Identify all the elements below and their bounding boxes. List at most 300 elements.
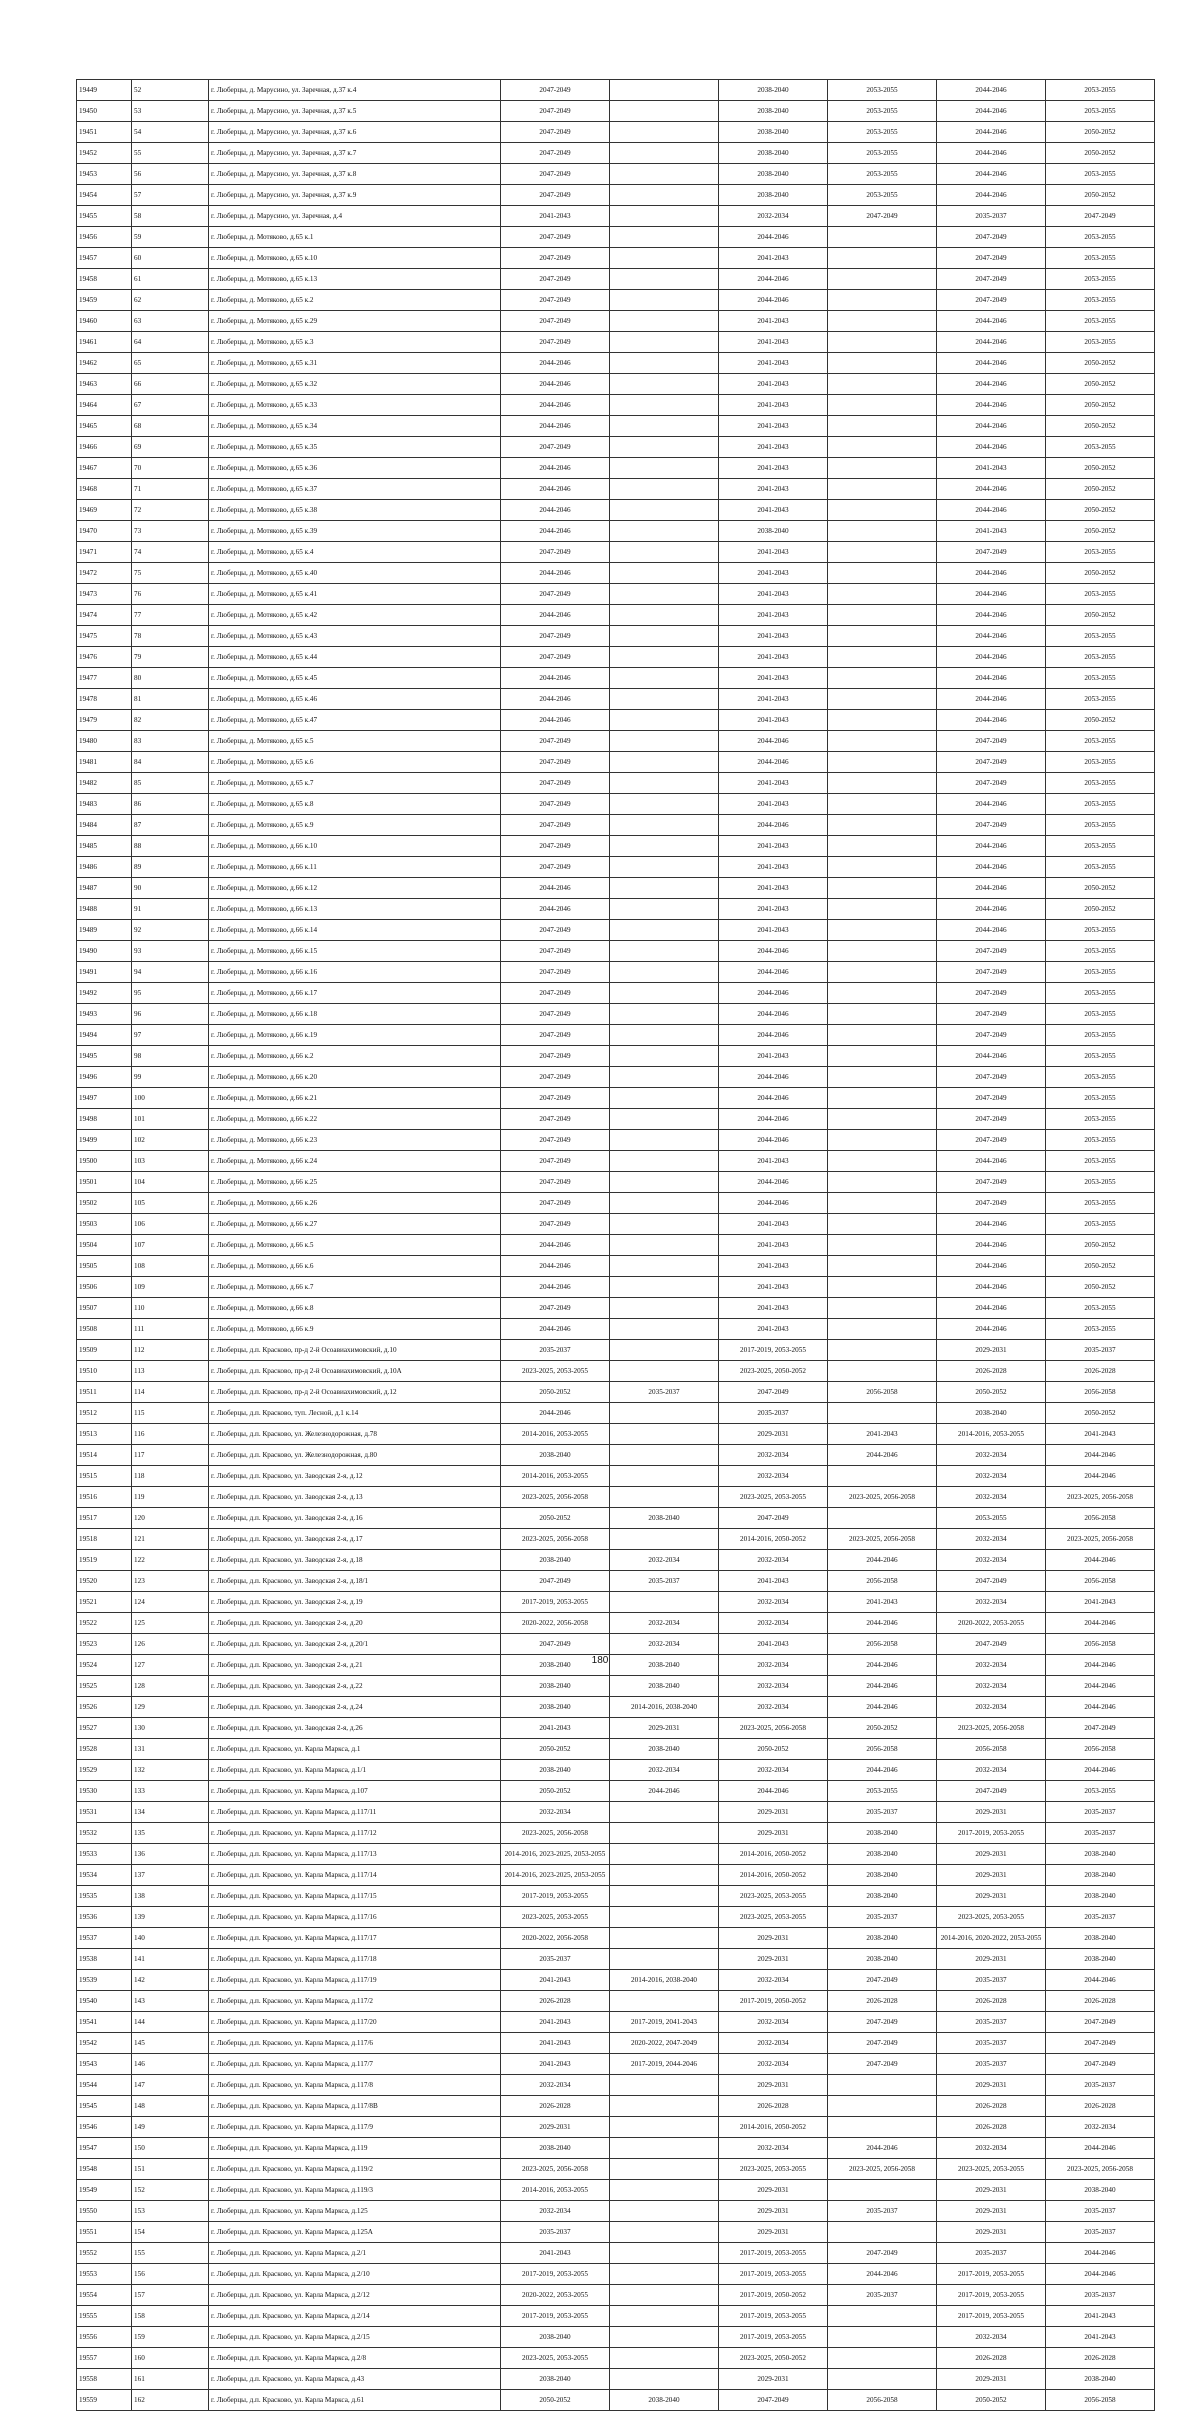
period-cell: 2038-2040	[719, 164, 828, 185]
address-cell: г. Люберцы, д. Мотяково, д.65 к.9	[209, 815, 501, 836]
period-cell: 2044-2046	[501, 1235, 610, 1256]
period-cell: 2041-2043	[719, 437, 828, 458]
period-cell: 2041-2043	[1046, 2327, 1155, 2348]
address-cell: г. Люберцы, д. Мотяково, д.66 к.19	[209, 1025, 501, 1046]
period-cell	[828, 1193, 937, 1214]
period-cell	[610, 1088, 719, 1109]
row-id-cell: 19465	[77, 416, 132, 437]
period-cell: 2038-2040	[1046, 1949, 1155, 1970]
period-cell: 2047-2049	[1046, 2054, 1155, 2075]
period-cell	[610, 1004, 719, 1025]
period-cell: 2041-2043	[719, 1634, 828, 1655]
table-row	[77, 332, 1155, 353]
row-id-cell: 19466	[77, 437, 132, 458]
period-cell: 2047-2049	[501, 269, 610, 290]
period-cell	[610, 563, 719, 584]
period-cell	[828, 2117, 937, 2138]
table-row	[77, 416, 1155, 437]
period-cell	[610, 626, 719, 647]
address-cell: г. Люберцы, д. Мотяково, д.66 к.13	[209, 899, 501, 920]
row-id-cell: 19558	[77, 2369, 132, 2390]
period-cell	[610, 479, 719, 500]
period-cell: 2029-2031	[501, 2117, 610, 2138]
row-id-cell: 19481	[77, 752, 132, 773]
period-cell: 2026-2028	[1046, 1991, 1155, 2012]
period-cell	[610, 1466, 719, 1487]
row-id-cell: 19495	[77, 1046, 132, 1067]
row-id-cell: 19484	[77, 815, 132, 836]
table-row	[77, 2243, 1155, 2264]
table-row	[77, 689, 1155, 710]
period-cell: 2044-2046	[828, 1760, 937, 1781]
table-row	[77, 1046, 1155, 1067]
period-cell	[610, 2138, 719, 2159]
row-id-cell: 19557	[77, 2348, 132, 2369]
period-cell	[610, 332, 719, 353]
period-cell: 2047-2049	[501, 542, 610, 563]
period-cell	[828, 2096, 937, 2117]
row-id-cell: 19526	[77, 1697, 132, 1718]
period-cell: 2053-2055	[1046, 1088, 1155, 1109]
period-cell: 2038-2040	[719, 101, 828, 122]
period-cell: 2041-2043	[719, 710, 828, 731]
period-cell: 2053-2055	[1046, 647, 1155, 668]
row-number-cell: 58	[132, 206, 209, 227]
period-cell: 2044-2046	[719, 227, 828, 248]
address-cell: г. Люберцы, д. Мотяково, д.65 к.38	[209, 500, 501, 521]
period-cell: 2047-2049	[937, 1193, 1046, 1214]
period-cell: 2035-2037	[1046, 2075, 1155, 2096]
table-row	[77, 353, 1155, 374]
table-row	[77, 1739, 1155, 1760]
row-number-cell: 89	[132, 857, 209, 878]
period-cell	[610, 1403, 719, 1424]
address-cell: г. Люберцы, д. Мотяково, д.65 к.44	[209, 647, 501, 668]
row-id-cell: 19548	[77, 2159, 132, 2180]
row-number-cell: 109	[132, 1277, 209, 1298]
address-cell: г. Люберцы, д.п. Красково, пр-д 2-й Осоавиахимовский, д.10А	[209, 1361, 501, 1382]
period-cell: 2050-2052	[1046, 479, 1155, 500]
row-number-cell: 131	[132, 1739, 209, 1760]
address-cell: г. Люберцы, д.п. Красково, ул. Карла Маркса, д.117/7	[209, 2054, 501, 2075]
row-id-cell: 19540	[77, 1991, 132, 2012]
table-row	[77, 1235, 1155, 1256]
address-cell: г. Люберцы, д.п. Красково, ул. Карла Маркса, д.2/10	[209, 2264, 501, 2285]
period-cell: 2023-2025, 2056-2058	[1046, 1487, 1155, 1508]
period-cell: 2038-2040	[1046, 1865, 1155, 1886]
address-cell: г. Люберцы, д.п. Красково, ул. Карла Маркса, д.43	[209, 2369, 501, 2390]
period-cell: 2017-2019, 2041-2043	[610, 2012, 719, 2033]
row-number-cell: 76	[132, 584, 209, 605]
period-cell: 2023-2025, 2053-2055	[719, 2159, 828, 2180]
address-cell: г. Люберцы, д. Мотяково, д.65 к.32	[209, 374, 501, 395]
period-cell: 2041-2043	[719, 374, 828, 395]
row-id-cell: 19491	[77, 962, 132, 983]
period-cell: 2053-2055	[1046, 584, 1155, 605]
row-id-cell: 19485	[77, 836, 132, 857]
row-id-cell: 19450	[77, 101, 132, 122]
period-cell: 2047-2049	[1046, 206, 1155, 227]
period-cell: 2032-2034	[610, 1634, 719, 1655]
period-cell	[610, 1172, 719, 1193]
period-cell	[610, 1025, 719, 1046]
period-cell: 2041-2043	[719, 773, 828, 794]
row-number-cell: 87	[132, 815, 209, 836]
period-cell: 2047-2049	[937, 752, 1046, 773]
address-cell: г. Люберцы, д. Марусино, ул. Заречная, д.4	[209, 206, 501, 227]
row-id-cell: 19451	[77, 122, 132, 143]
period-cell	[828, 290, 937, 311]
row-number-cell: 95	[132, 983, 209, 1004]
table-row	[77, 1760, 1155, 1781]
address-cell: г. Люберцы, д. Мотяково, д.65 к.36	[209, 458, 501, 479]
row-id-cell: 19499	[77, 1130, 132, 1151]
period-cell: 2038-2040	[501, 2138, 610, 2159]
period-cell	[610, 1424, 719, 1445]
document-page	[76, 79, 1133, 2411]
schedule-table	[76, 79, 1155, 2411]
period-cell: 2047-2049	[501, 1109, 610, 1130]
period-cell: 2032-2034	[501, 2075, 610, 2096]
row-id-cell: 19536	[77, 1907, 132, 1928]
period-cell: 2044-2046	[719, 731, 828, 752]
address-cell: г. Люберцы, д. Мотяково, д.65 к.35	[209, 437, 501, 458]
period-cell: 2047-2049	[937, 1025, 1046, 1046]
period-cell: 2035-2037	[937, 2012, 1046, 2033]
period-cell: 2023-2025, 2050-2052	[719, 1361, 828, 1382]
period-cell: 2038-2040	[828, 1865, 937, 1886]
period-cell	[610, 1361, 719, 1382]
table-row	[77, 1361, 1155, 1382]
address-cell: г. Люберцы, д. Мотяково, д.66 к.20	[209, 1067, 501, 1088]
period-cell: 2038-2040	[937, 1403, 1046, 1424]
row-id-cell: 19555	[77, 2306, 132, 2327]
period-cell: 2044-2046	[501, 563, 610, 584]
period-cell: 2014-2016, 2053-2055	[501, 1466, 610, 1487]
row-id-cell: 19482	[77, 773, 132, 794]
period-cell: 2032-2034	[719, 1970, 828, 1991]
period-cell	[610, 521, 719, 542]
row-id-cell: 19461	[77, 332, 132, 353]
address-cell: г. Люберцы, д. Мотяково, д.66 к.24	[209, 1151, 501, 1172]
period-cell: 2044-2046	[1046, 2264, 1155, 2285]
row-id-cell: 19453	[77, 164, 132, 185]
address-cell: г. Люберцы, д. Мотяково, д.65 к.34	[209, 416, 501, 437]
period-cell	[610, 143, 719, 164]
period-cell: 2035-2037	[1046, 2222, 1155, 2243]
row-number-cell: 161	[132, 2369, 209, 2390]
period-cell: 2053-2055	[828, 80, 937, 101]
row-id-cell: 19521	[77, 1592, 132, 1613]
period-cell: 2056-2058	[828, 2390, 937, 2411]
period-cell	[610, 227, 719, 248]
address-cell: г. Люберцы, д. Мотяково, д.66 к.22	[209, 1109, 501, 1130]
period-cell: 2044-2046	[937, 647, 1046, 668]
address-cell: г. Люберцы, д. Мотяково, д.66 к.9	[209, 1319, 501, 1340]
address-cell: г. Люберцы, д. Мотяково, д.66 к.2	[209, 1046, 501, 1067]
period-cell: 2032-2034	[937, 1487, 1046, 1508]
period-cell: 2041-2043	[501, 2243, 610, 2264]
address-cell: г. Люберцы, д. Марусино, ул. Заречная, д.37 к.8	[209, 164, 501, 185]
period-cell	[828, 773, 937, 794]
period-cell: 2029-2031	[719, 2369, 828, 2390]
period-cell	[610, 542, 719, 563]
period-cell: 2044-2046	[1046, 1613, 1155, 1634]
row-number-cell: 100	[132, 1088, 209, 1109]
row-number-cell: 132	[132, 1760, 209, 1781]
row-id-cell: 19501	[77, 1172, 132, 1193]
period-cell: 2038-2040	[501, 2327, 610, 2348]
address-cell: г. Люберцы, д.п. Красково, ул. Карла Маркса, д.107	[209, 1781, 501, 1802]
period-cell: 2047-2049	[1046, 2033, 1155, 2054]
period-cell: 2041-2043	[937, 521, 1046, 542]
row-id-cell: 19492	[77, 983, 132, 1004]
row-id-cell: 19487	[77, 878, 132, 899]
row-id-cell: 19516	[77, 1487, 132, 1508]
period-cell: 2053-2055	[1046, 626, 1155, 647]
address-cell: г. Люберцы, д.п. Красково, ул. Заводская 2-я, д.20	[209, 1613, 501, 1634]
period-cell: 2032-2034	[610, 1613, 719, 1634]
period-cell	[610, 1067, 719, 1088]
row-number-cell: 102	[132, 1130, 209, 1151]
row-id-cell: 19480	[77, 731, 132, 752]
table-body	[77, 80, 1155, 2411]
period-cell	[610, 2222, 719, 2243]
period-cell: 2020-2022, 2053-2055	[937, 1613, 1046, 1634]
period-cell	[828, 353, 937, 374]
row-number-cell: 52	[132, 80, 209, 101]
period-cell: 2044-2046	[937, 395, 1046, 416]
period-cell: 2041-2043	[719, 1298, 828, 1319]
period-cell: 2047-2049	[501, 1172, 610, 1193]
period-cell: 2053-2055	[1046, 164, 1155, 185]
period-cell: 2044-2046	[828, 2264, 937, 2285]
period-cell: 2032-2034	[937, 1655, 1046, 1676]
period-cell: 2026-2028	[937, 2117, 1046, 2138]
address-cell: г. Люберцы, д. Мотяково, д.66 к.5	[209, 1235, 501, 1256]
period-cell	[610, 857, 719, 878]
period-cell: 2029-2031	[937, 2075, 1046, 2096]
row-id-cell: 19449	[77, 80, 132, 101]
period-cell: 2032-2034	[719, 1592, 828, 1613]
period-cell: 2014-2016, 2023-2025, 2053-2055	[501, 1865, 610, 1886]
period-cell: 2041-2043	[719, 416, 828, 437]
period-cell: 2035-2037	[828, 1907, 937, 1928]
period-cell: 2032-2034	[719, 1760, 828, 1781]
row-id-cell: 19512	[77, 1403, 132, 1424]
period-cell: 2029-2031	[937, 2222, 1046, 2243]
period-cell: 2041-2043	[501, 1970, 610, 1991]
period-cell: 2044-2046	[828, 2138, 937, 2159]
period-cell: 2026-2028	[1046, 2096, 1155, 2117]
period-cell: 2044-2046	[937, 584, 1046, 605]
period-cell: 2041-2043	[719, 668, 828, 689]
period-cell: 2050-2052	[1046, 1256, 1155, 1277]
period-cell: 2044-2046	[501, 374, 610, 395]
table-row	[77, 1466, 1155, 1487]
period-cell: 2035-2037	[610, 1571, 719, 1592]
period-cell: 2032-2034	[937, 1592, 1046, 1613]
period-cell: 2056-2058	[828, 1382, 937, 1403]
row-id-cell: 19533	[77, 1844, 132, 1865]
address-cell: г. Люберцы, д. Мотяково, д.65 к.5	[209, 731, 501, 752]
address-cell: г. Люберцы, д. Мотяково, д.66 к.21	[209, 1088, 501, 1109]
period-cell: 2053-2055	[828, 1781, 937, 1802]
address-cell: г. Люберцы, д. Мотяково, д.66 к.15	[209, 941, 501, 962]
row-number-cell: 94	[132, 962, 209, 983]
row-id-cell: 19475	[77, 626, 132, 647]
row-number-cell: 91	[132, 899, 209, 920]
row-id-cell: 19525	[77, 1676, 132, 1697]
period-cell: 2050-2052	[1046, 416, 1155, 437]
table-row	[77, 1298, 1155, 1319]
period-cell	[610, 1844, 719, 1865]
period-cell: 2056-2058	[1046, 1508, 1155, 1529]
period-cell: 2023-2025, 2053-2055	[719, 1487, 828, 1508]
row-number-cell: 82	[132, 710, 209, 731]
table-row	[77, 2054, 1155, 2075]
address-cell: г. Люберцы, д. Мотяково, д.66 к.23	[209, 1130, 501, 1151]
row-id-cell: 19497	[77, 1088, 132, 1109]
period-cell: 2032-2034	[719, 1655, 828, 1676]
period-cell: 2050-2052	[1046, 899, 1155, 920]
address-cell: г. Люберцы, д.п. Красково, ул. Заводская 2-я, д.24	[209, 1697, 501, 1718]
period-cell: 2050-2052	[1046, 563, 1155, 584]
period-cell: 2044-2046	[719, 1781, 828, 1802]
period-cell	[828, 1298, 937, 1319]
period-cell	[610, 2117, 719, 2138]
period-cell: 2047-2049	[501, 1571, 610, 1592]
period-cell	[610, 1928, 719, 1949]
period-cell	[610, 311, 719, 332]
table-row	[77, 395, 1155, 416]
table-row	[77, 815, 1155, 836]
table-row	[77, 542, 1155, 563]
period-cell	[828, 437, 937, 458]
period-cell	[828, 836, 937, 857]
table-row	[77, 584, 1155, 605]
row-number-cell: 88	[132, 836, 209, 857]
period-cell: 2044-2046	[937, 1214, 1046, 1235]
period-cell: 2023-2025, 2056-2058	[719, 1718, 828, 1739]
period-cell	[610, 1151, 719, 1172]
period-cell: 2032-2034	[937, 1466, 1046, 1487]
row-number-cell: 118	[132, 1466, 209, 1487]
row-number-cell: 162	[132, 2390, 209, 2411]
table-row	[77, 2201, 1155, 2222]
period-cell: 2017-2019, 2053-2055	[501, 1592, 610, 1613]
period-cell: 2047-2049	[501, 311, 610, 332]
period-cell: 2041-2043	[719, 899, 828, 920]
period-cell	[828, 710, 937, 731]
period-cell: 2041-2043	[828, 1424, 937, 1445]
period-cell: 2047-2049	[501, 1634, 610, 1655]
row-number-cell: 122	[132, 1550, 209, 1571]
period-cell: 2044-2046	[937, 689, 1046, 710]
period-cell: 2047-2049	[828, 2033, 937, 2054]
row-id-cell: 19477	[77, 668, 132, 689]
period-cell	[610, 1256, 719, 1277]
period-cell	[610, 374, 719, 395]
table-row	[77, 1424, 1155, 1445]
period-cell: 2053-2055	[828, 164, 937, 185]
period-cell: 2047-2049	[828, 206, 937, 227]
row-number-cell: 66	[132, 374, 209, 395]
period-cell: 2029-2031	[719, 2075, 828, 2096]
row-number-cell: 74	[132, 542, 209, 563]
period-cell: 2047-2049	[501, 1214, 610, 1235]
period-cell: 2050-2052	[1046, 122, 1155, 143]
period-cell: 2053-2055	[1046, 437, 1155, 458]
period-cell: 2038-2040	[610, 1739, 719, 1760]
row-id-cell: 19505	[77, 1256, 132, 1277]
row-id-cell: 19535	[77, 1886, 132, 1907]
period-cell	[828, 563, 937, 584]
row-number-cell: 62	[132, 290, 209, 311]
address-cell: г. Люберцы, д.п. Красково, ул. Карла Маркса, д.1	[209, 1739, 501, 1760]
period-cell: 2044-2046	[828, 1676, 937, 1697]
period-cell	[610, 836, 719, 857]
row-number-cell: 143	[132, 1991, 209, 2012]
period-cell: 2044-2046	[937, 185, 1046, 206]
row-number-cell: 57	[132, 185, 209, 206]
row-number-cell: 149	[132, 2117, 209, 2138]
period-cell: 2041-2043	[719, 395, 828, 416]
period-cell: 2041-2043	[719, 836, 828, 857]
period-cell: 2032-2034	[719, 2033, 828, 2054]
period-cell: 2053-2055	[1046, 773, 1155, 794]
period-cell: 2050-2052	[1046, 1235, 1155, 1256]
period-cell: 2041-2043	[719, 647, 828, 668]
period-cell: 2047-2049	[1046, 2012, 1155, 2033]
period-cell: 2044-2046	[501, 479, 610, 500]
period-cell: 2047-2049	[501, 920, 610, 941]
period-cell: 2032-2034	[719, 1445, 828, 1466]
row-id-cell: 19494	[77, 1025, 132, 1046]
table-row	[77, 1508, 1155, 1529]
period-cell: 2032-2034	[719, 1676, 828, 1697]
row-id-cell: 19470	[77, 521, 132, 542]
period-cell: 2053-2055	[1046, 248, 1155, 269]
period-cell: 2032-2034	[719, 206, 828, 227]
period-cell: 2041-2043	[719, 479, 828, 500]
row-id-cell: 19493	[77, 1004, 132, 1025]
period-cell: 2053-2055	[1046, 311, 1155, 332]
period-cell: 2053-2055	[1046, 1004, 1155, 1025]
table-row	[77, 1193, 1155, 1214]
period-cell	[828, 941, 937, 962]
period-cell	[828, 1214, 937, 1235]
period-cell: 2047-2049	[501, 227, 610, 248]
period-cell: 2053-2055	[1046, 794, 1155, 815]
period-cell: 2032-2034	[501, 1802, 610, 1823]
period-cell: 2029-2031	[937, 1949, 1046, 1970]
period-cell: 2026-2028	[937, 1361, 1046, 1382]
period-cell: 2053-2055	[937, 1508, 1046, 1529]
row-number-cell: 73	[132, 521, 209, 542]
period-cell: 2041-2043	[501, 2054, 610, 2075]
table-row	[77, 1613, 1155, 1634]
address-cell: г. Люберцы, д. Мотяково, д.65 к.42	[209, 605, 501, 626]
row-number-cell: 113	[132, 1361, 209, 1382]
period-cell: 2041-2043	[501, 2033, 610, 2054]
period-cell	[828, 479, 937, 500]
period-cell	[610, 2369, 719, 2390]
address-cell: г. Люберцы, д. Мотяково, д.66 к.7	[209, 1277, 501, 1298]
row-id-cell: 19454	[77, 185, 132, 206]
address-cell: г. Люберцы, д. Мотяково, д.65 к.41	[209, 584, 501, 605]
table-row	[77, 1445, 1155, 1466]
